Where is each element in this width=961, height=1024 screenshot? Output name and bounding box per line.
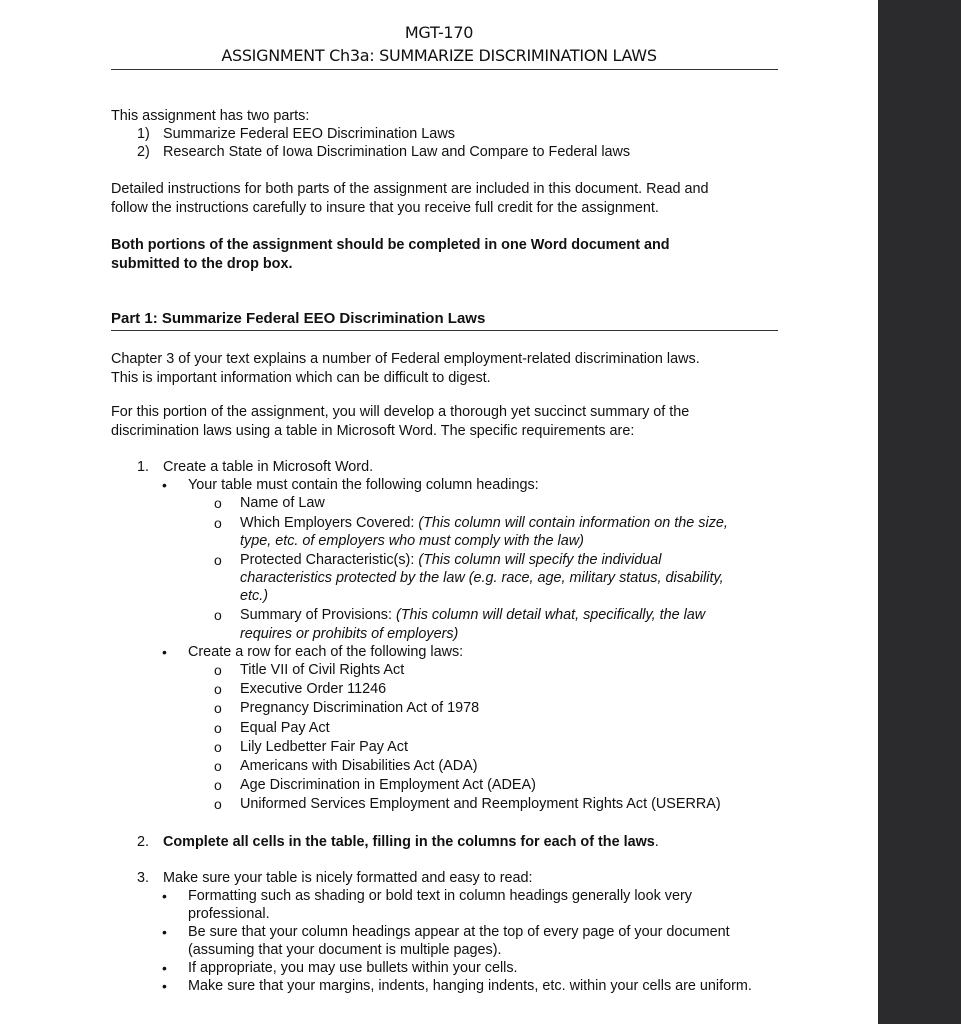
assignment-title: ASSIGNMENT Ch3a: SUMMARIZE DISCRIMINATION LAWS: [221, 46, 657, 65]
bullet-glyph: •: [162, 477, 167, 493]
circle-glyph: o: [214, 758, 222, 774]
step2-period: .: [654, 834, 659, 850]
circle-glyph: o: [214, 552, 222, 568]
column-note-line: characteristics protected by the law (e.g. race, age, military status, disability,: [240, 570, 724, 586]
law-item: Equal Pay Act: [240, 720, 330, 736]
column-heading-item: [240, 606, 705, 625]
step2-text: [163, 833, 659, 852]
column-name: Protected Characteristic(s):: [240, 552, 415, 568]
law-item: Title VII of Civil Rights Act: [240, 662, 405, 678]
circle-glyph: o: [214, 607, 222, 623]
column-name: Which Employers Covered:: [240, 515, 415, 531]
circle-glyph: o: [214, 796, 222, 812]
circle-glyph: o: [214, 495, 222, 511]
column-note-line: type, etc. of employers who must comply with the law): [240, 533, 584, 549]
column-heading-item: Name of Law: [240, 495, 325, 511]
column-note: (This column will contain information on the size,: [418, 515, 728, 531]
step1-bullet-columns: Your table must contain the following column headings:: [188, 477, 539, 493]
step-number: 3.: [137, 870, 150, 886]
step3-bullet-line: Formatting such as shading or bold text in column headings generally look very: [188, 888, 692, 904]
part1-paragraph-line: This is important information which can be difficult to digest.: [111, 370, 491, 386]
step3-text: Make sure your table is nicely formatted and easy to read:: [163, 870, 533, 886]
column-note: (This column will specify the individual: [418, 552, 662, 568]
bullet-glyph: •: [162, 978, 167, 994]
bullet-glyph: •: [162, 644, 167, 660]
column-note-line: requires or prohibits of employers): [240, 626, 459, 642]
law-item: Executive Order 11246: [240, 681, 387, 697]
step3-bullet-line: If appropriate, you may use bullets within your cells.: [188, 960, 518, 976]
part-marker: 1): [137, 126, 150, 142]
step1-bullet-laws: Create a row for each of the following laws:: [188, 644, 464, 660]
law-item: Age Discrimination in Employment Act (ADEA): [240, 777, 536, 793]
circle-glyph: o: [214, 700, 222, 716]
step1-text: Create a table in Microsoft Word.: [163, 459, 374, 475]
step3-bullet-line: professional.: [188, 906, 270, 922]
title-divider: [111, 69, 778, 70]
part1-paragraph-line: discrimination laws using a table in Microsoft Word. The specific requirements are:: [111, 423, 635, 439]
bullet-glyph: •: [162, 960, 167, 976]
law-item: Americans with Disabilities Act (ADA): [240, 758, 478, 774]
part1-divider: [111, 330, 778, 331]
instructions-line: Detailed instructions for both parts of the assignment are included in this document. Read and: [111, 181, 709, 197]
submission-note-line: submitted to the drop box.: [111, 256, 293, 272]
circle-glyph: o: [214, 662, 222, 678]
course-code: MGT-170: [404, 23, 474, 42]
column-note: (This column will detail what, specifically, the law: [395, 607, 706, 623]
circle-glyph: o: [214, 681, 222, 697]
law-item: Uniformed Services Employment and Reemployment Rights Act (USERRA): [240, 796, 721, 812]
column-heading-item: [240, 551, 661, 570]
step3-bullet-line: (assuming that your document is multiple pages).: [188, 942, 502, 958]
submission-note-line: Both portions of the assignment should be completed in one Word document and: [111, 237, 670, 253]
circle-glyph: o: [214, 739, 222, 755]
step3-bullet-line: Make sure that your margins, indents, hanging indents, etc. within your cells are uniform.: [188, 978, 752, 994]
intro-part-item: Research State of Iowa Discrimination Law and Compare to Federal laws: [163, 144, 631, 160]
circle-glyph: o: [214, 515, 222, 531]
law-item: Lily Ledbetter Fair Pay Act: [240, 739, 408, 755]
part1-heading: Part 1: Summarize Federal EEO Discrimination Laws: [111, 310, 486, 327]
part1-paragraph-line: For this portion of the assignment, you will develop a thorough yet succinct summary of the: [111, 404, 690, 420]
bullet-glyph: •: [162, 888, 167, 904]
part-marker: 2): [137, 144, 150, 160]
circle-glyph: o: [214, 777, 222, 793]
column-name: Summary of Provisions:: [240, 607, 392, 623]
step2-bold-text: Complete all cells in the table, filling in the columns for each of the laws: [163, 834, 655, 850]
column-heading-item: [240, 514, 728, 533]
step-number: 2.: [137, 834, 150, 850]
step-number: 1.: [137, 459, 150, 475]
instructions-line: follow the instructions carefully to insure that you receive full credit for the assignment.: [111, 200, 659, 216]
circle-glyph: o: [214, 720, 222, 736]
step3-bullet-line: Be sure that your column headings appear at the top of every page of your document: [188, 924, 730, 940]
law-item: Pregnancy Discrimination Act of 1978: [240, 700, 480, 716]
column-note-line: etc.): [240, 588, 268, 604]
intro-lead: This assignment has two parts:: [111, 108, 310, 124]
bullet-glyph: •: [162, 924, 167, 940]
part1-paragraph-line: Chapter 3 of your text explains a number of Federal employment-related discrimination laws.: [111, 351, 700, 367]
intro-part-item: Summarize Federal EEO Discrimination Laws: [163, 126, 455, 142]
